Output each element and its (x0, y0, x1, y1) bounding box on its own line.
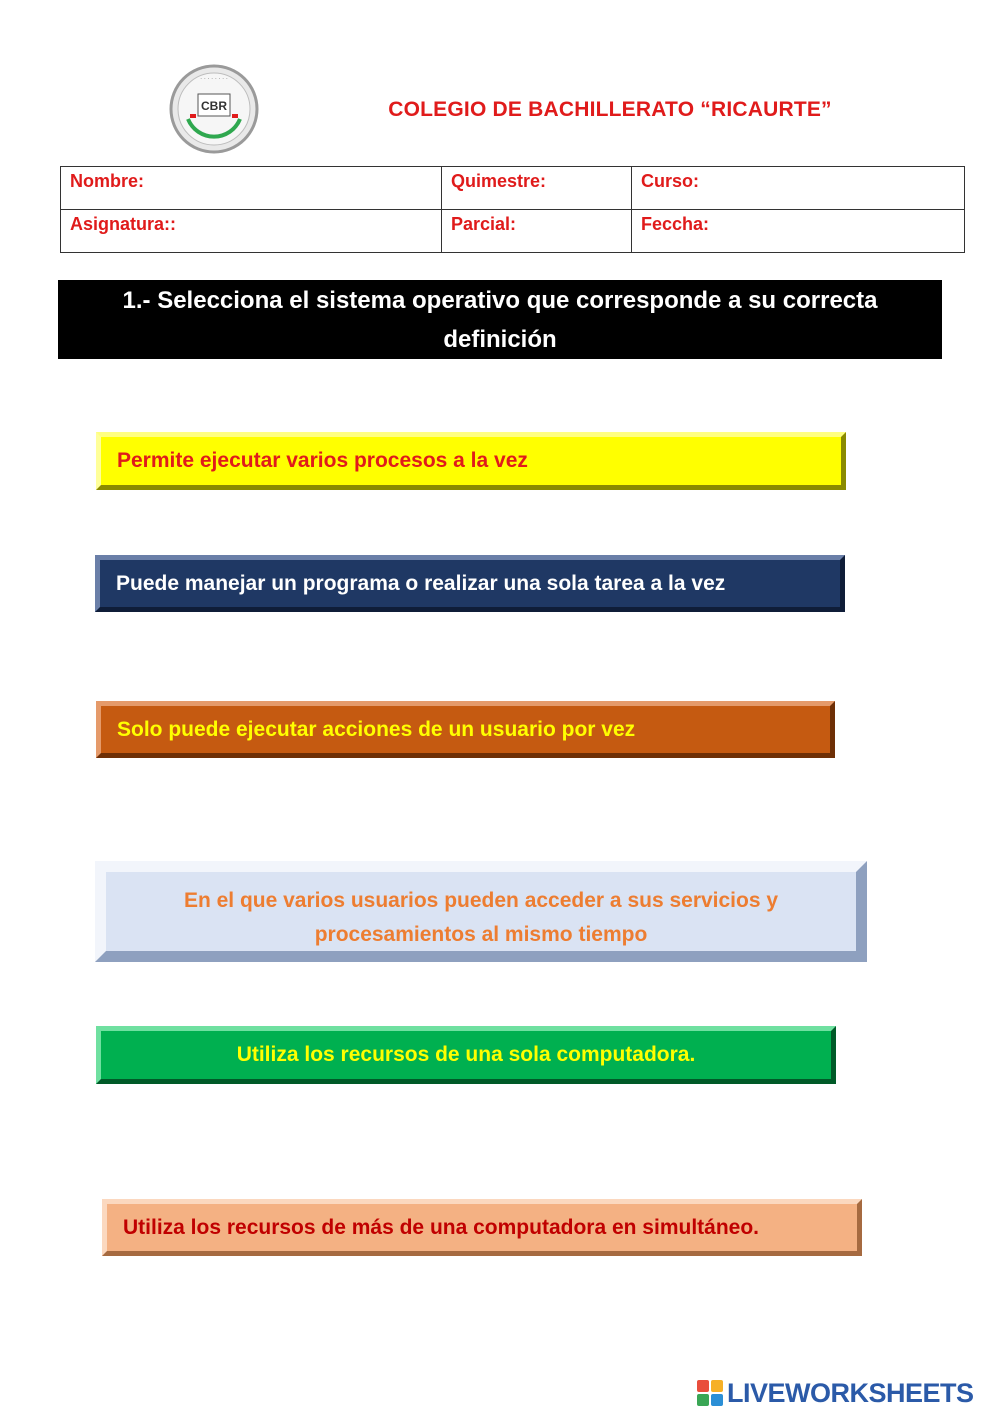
brand-name: LIVEWORKSHEETS (727, 1377, 974, 1408)
table-row (61, 167, 965, 210)
instruction-line-1: 1.- Selecciona el sistema operativo que corresponde a su correcta (122, 287, 878, 314)
quimestre-field-label[interactable]: Quimestre: (442, 167, 632, 210)
fecha-field-label[interactable]: Feccha: (632, 210, 965, 253)
definition-box-2[interactable] (95, 555, 845, 612)
parcial-field-label[interactable]: Parcial: (442, 210, 632, 253)
definition-box-1[interactable] (96, 432, 846, 490)
student-info-table (60, 166, 965, 253)
definition-text: Utiliza los recursos de más de una computadora en simultáneo. (123, 1215, 759, 1239)
table-row (61, 210, 965, 253)
instruction-banner (58, 280, 942, 359)
svg-text:· · · · · · · ·: · · · · · · · · (200, 76, 228, 82)
asignatura-field-label[interactable]: Asignatura:: (61, 210, 442, 253)
definition-box-6[interactable] (102, 1199, 862, 1256)
liveworksheets-logo-icon (697, 1380, 723, 1406)
definition-text: Permite ejecutar varios procesos a la vez (117, 449, 528, 472)
definition-text: Puede manejar un programa o realizar una sola tarea a la vez (116, 571, 726, 595)
school-title: COLEGIO DE BACHILLERATO “RICAURTE” (388, 98, 832, 121)
logo-text: CBR (201, 99, 227, 113)
school-logo (168, 64, 260, 154)
name-field-label[interactable]: Nombre: (61, 167, 442, 210)
definition-text: En el que varios usuarios pueden acceder a sus servicios y procesamientos al mismo tiempo (183, 889, 779, 946)
definition-text: Utiliza los recursos de una sola computadora. (236, 1043, 696, 1066)
definition-box-5[interactable] (96, 1026, 836, 1084)
definition-box-4[interactable] (95, 861, 867, 962)
liveworksheets-brand (697, 1378, 995, 1408)
curso-field-label[interactable]: Curso: (632, 167, 965, 210)
definition-box-3[interactable] (96, 701, 835, 758)
instruction-line-2: definición (443, 326, 557, 353)
definition-text: Solo puede ejecutar acciones de un usuario por vez (117, 717, 636, 741)
